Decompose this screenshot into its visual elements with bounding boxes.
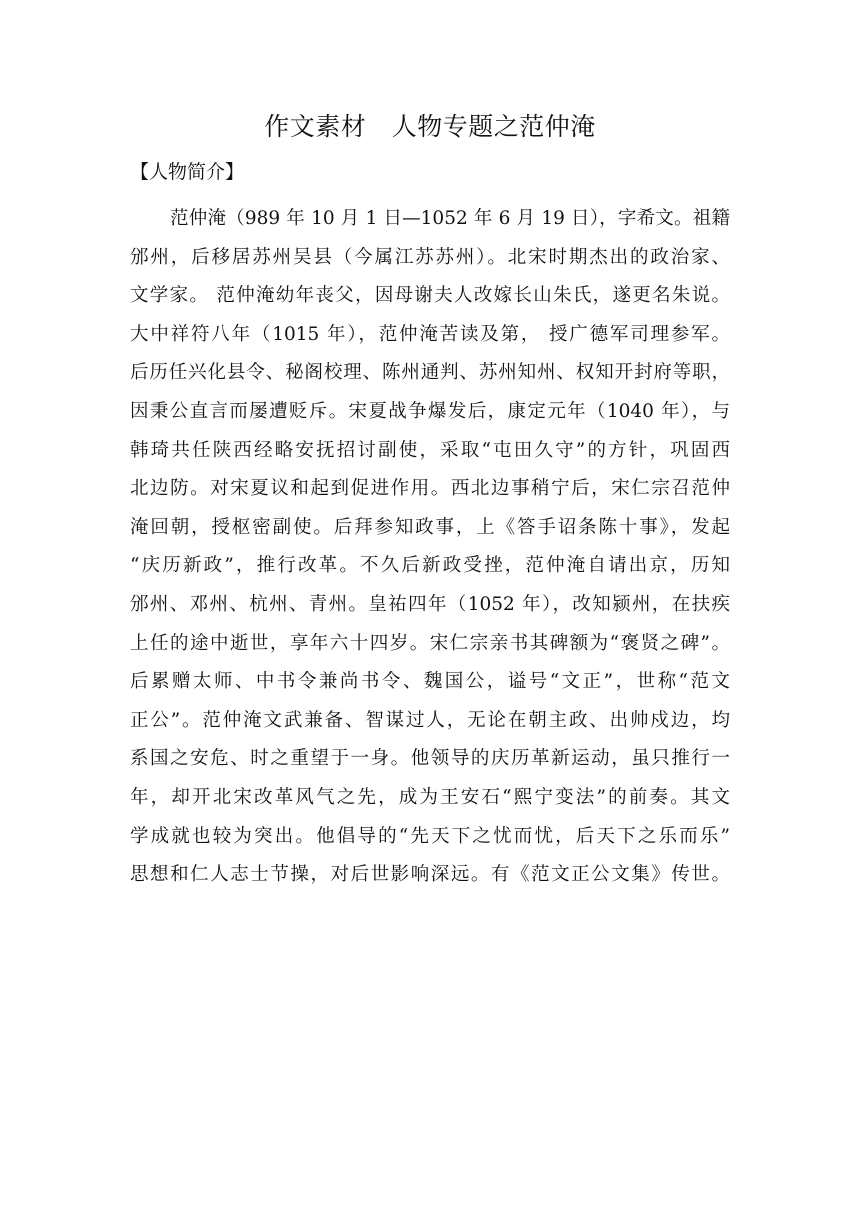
paragraph-line: 思想和仁人志士节操，对后世影响深远。有《范文正公文集》传世。 [130,864,730,886]
paragraph-line: 范仲淹（989 年 10 月 1 日—1052 年 6 月 19 日），字希文。祖籍 [170,208,730,229]
document-title: 作文素材 人物专题之范仲淹 [264,112,596,141]
paragraph-line: 文学家。 范仲淹幼年丧父，因母谢夫人改嫁长山朱氏，遂更名朱说。 [130,285,730,307]
paragraph-line: 邠州，后移居苏州吴县（今属江苏苏州）。北宋时期杰出的政治家、 [130,246,730,268]
paragraph-line: 韩琦共任陕西经略安抚招讨副使，采取“屯田久守”的方针，巩固西 [130,439,730,461]
paragraph-line: 学成就也较为突出。他倡导的“先天下之忧而忧，后天下之乐而乐” [130,825,730,847]
paragraph-line: 后历任兴化县令、秘阁校理、陈州通判、苏州知州、权知开封府等职， [130,362,730,384]
section-heading: 【人物简介】 [130,161,245,183]
paragraph-line: 年，却开北宋改革风气之先，成为王安石“熙宁变法”的前奏。其文 [130,786,730,808]
paragraph-line: “庆历新政”，推行改革。不久后新政受挫，范仲淹自请出京，历知 [130,555,730,577]
biography-paragraph [130,200,730,895]
paragraph-line: 系国之安危、时之重望于一身。他领导的庆历革新运动，虽只推行一 [130,748,730,770]
paragraph-line: 因秉公直言而屡遭贬斥。宋夏战争爆发后，康定元年（1040 年），与 [130,400,730,422]
paragraph-line: 上任的途中逝世，享年六十四岁。宋仁宗亲书其碑额为“褒贤之碑”。 [130,632,730,654]
paragraph-line: 正公”。范仲淹文武兼备、智谋过人，无论在朝主政、出帅戍边，均 [130,709,730,731]
paragraph-line: 大中祥符八年（1015 年），范仲淹苦读及第， 授广德军司理参军。 [130,323,730,345]
paragraph-line: 后累赠太师、中书令兼尚书令、魏国公，谥号“文正”，世称“范文 [130,671,730,693]
paragraph-line: 邠州、邓州、杭州、青州。皇祐四年（1052 年），改知颍州，在扶疾 [130,593,730,615]
paragraph-line: 淹回朝，授枢密副使。后拜参知政事，上《答手诏条陈十事》，发起 [130,516,730,538]
paragraph-line: 北边防。对宋夏议和起到促进作用。西北边事稍宁后，宋仁宗召范仲 [130,478,730,500]
